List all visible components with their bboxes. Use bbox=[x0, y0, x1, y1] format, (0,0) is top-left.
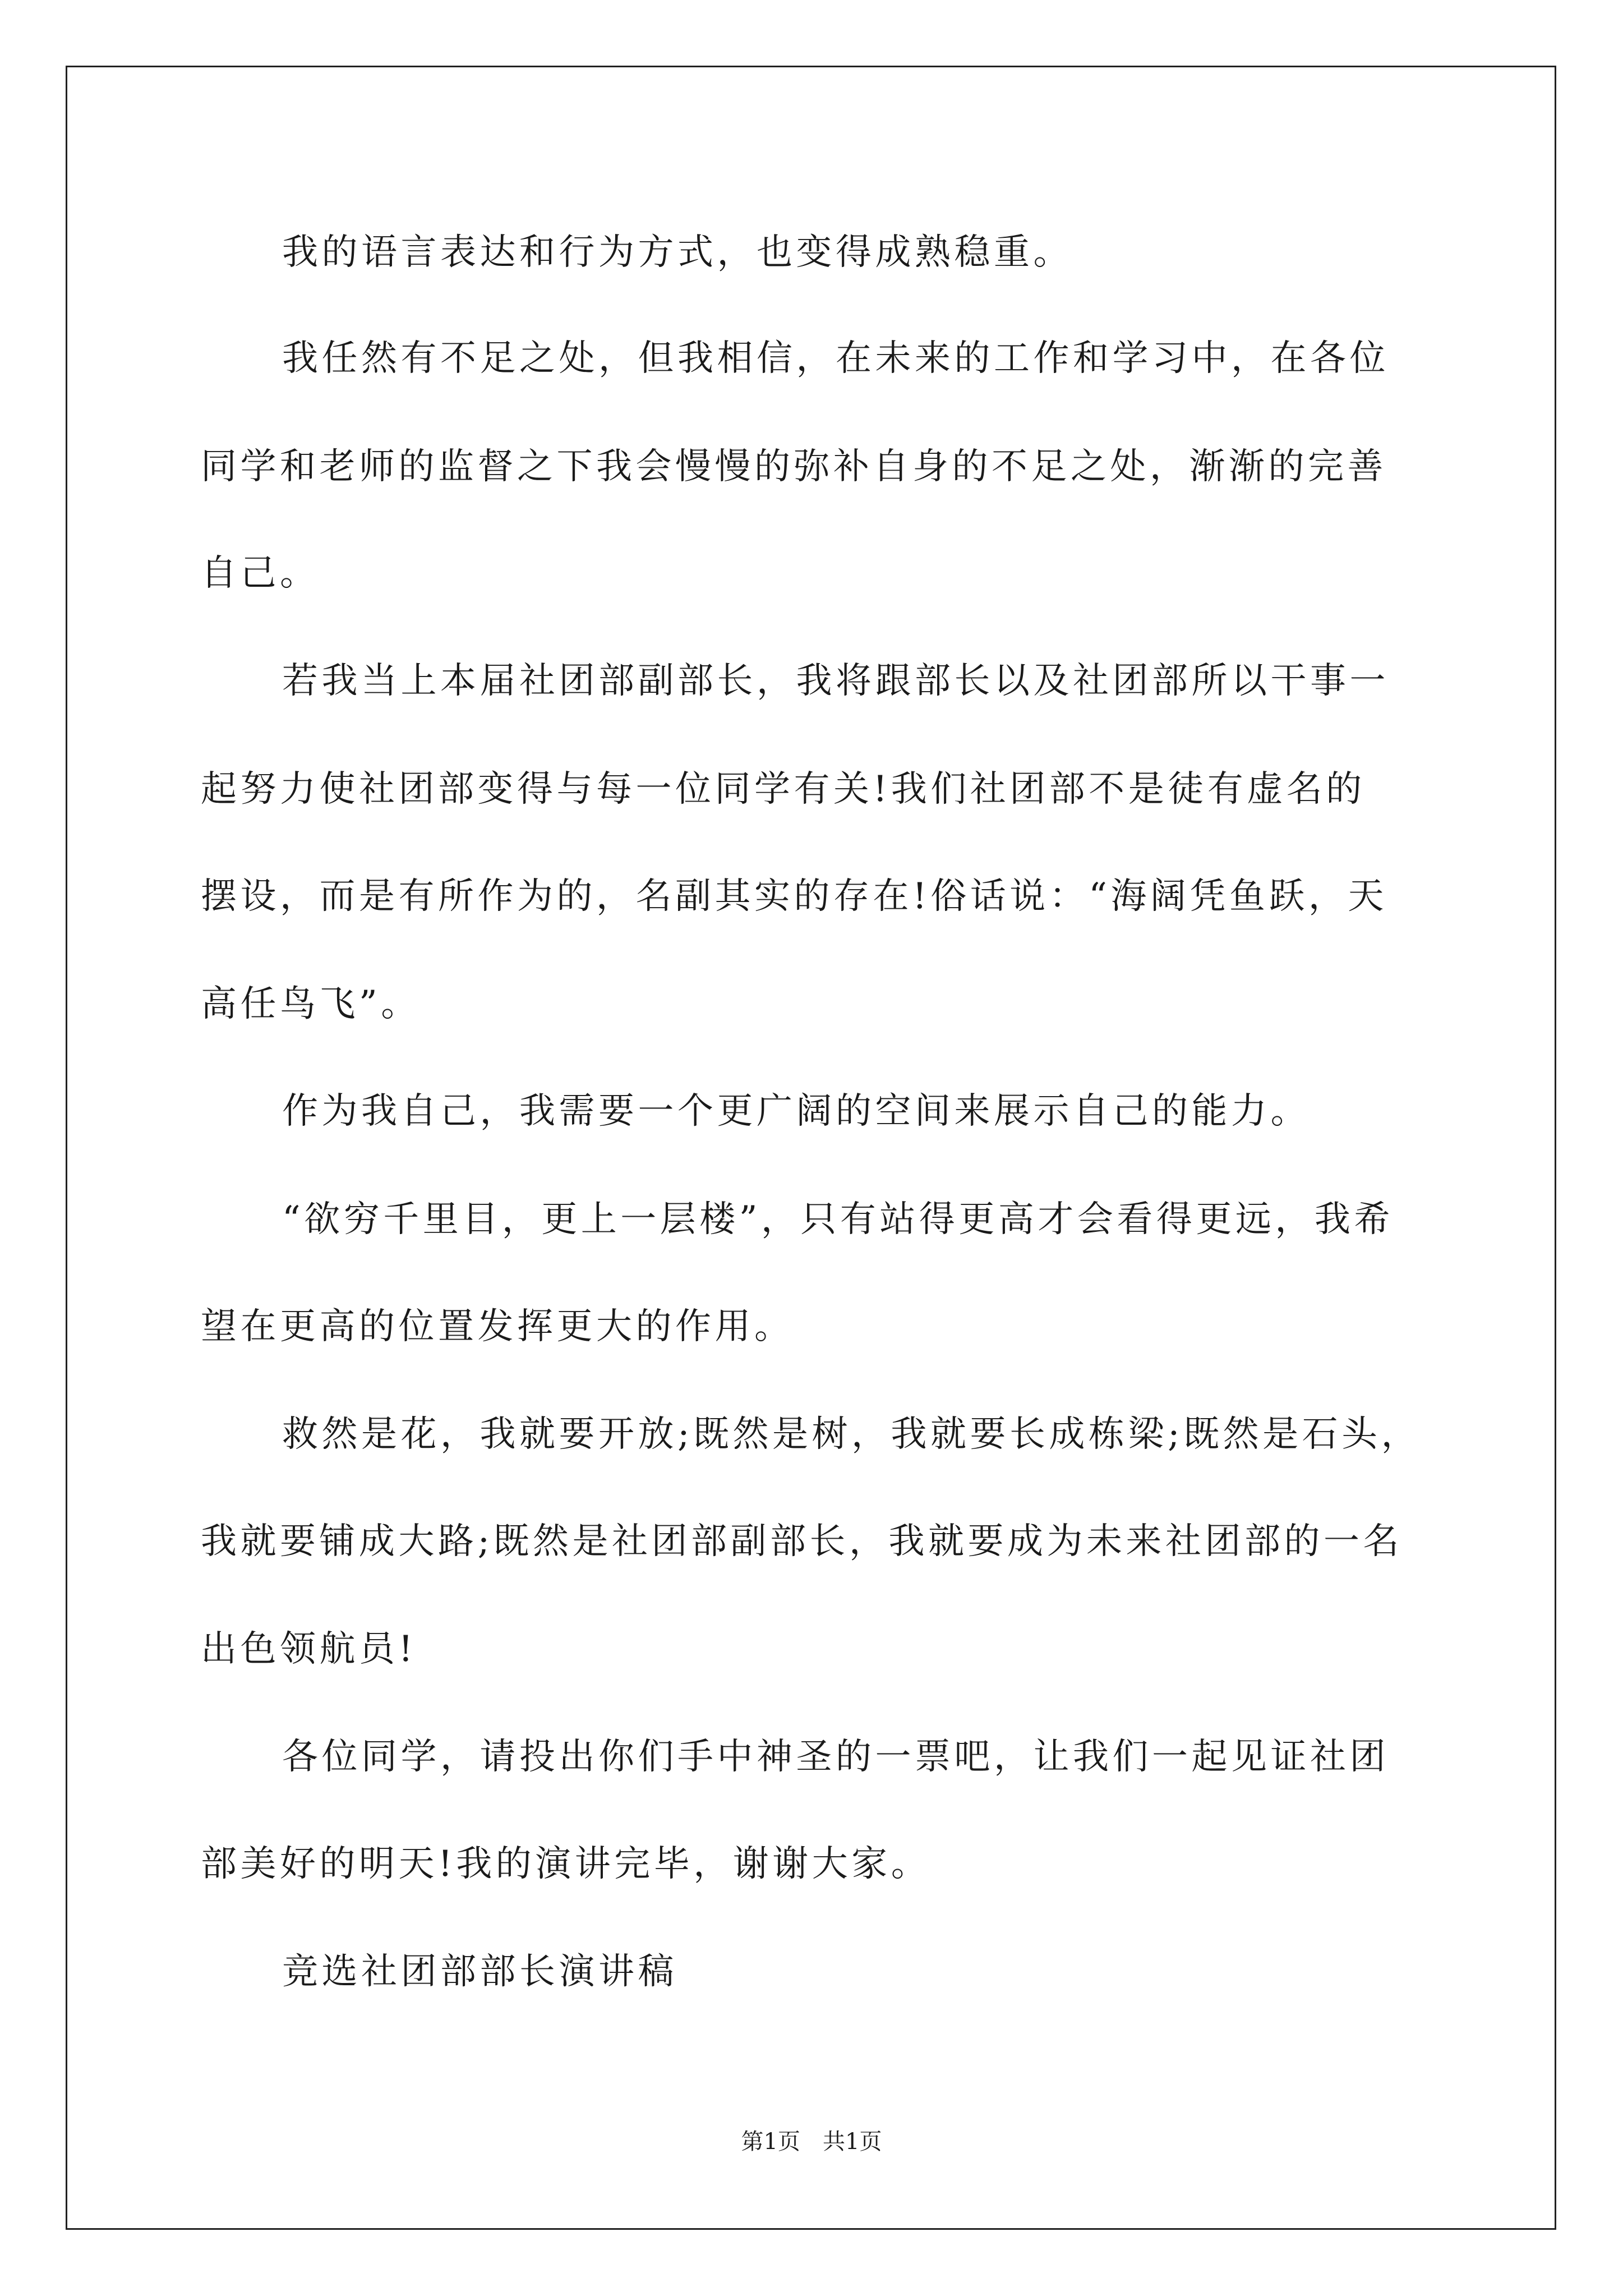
text-line: 救然是花，我就要开放;既然是树，我就要长成栋梁;既然是石头， bbox=[282, 1414, 1421, 1455]
document-title-line: 竞选社团部部长演讲稿 bbox=[282, 1951, 677, 1993]
text-line: 我就要铺成大路;既然是社团部副部长，我就要成为未来社团部的一名 bbox=[201, 1521, 1403, 1562]
text-line: 各位同学，请投出你们手中神圣的一票吧，让我们一起见证社团 bbox=[282, 1736, 1389, 1778]
page-number-footer: 第1页 共1页 bbox=[741, 2129, 882, 2155]
text-line: 作为我自己，我需要一个更广阔的空间来展示自己的能力。 bbox=[282, 1091, 1310, 1132]
text-line: 出色领航员! bbox=[201, 1628, 417, 1670]
text-line: “欲穷千里目，更上一层楼”，只有站得更高才会看得更远，我希 bbox=[282, 1199, 1394, 1240]
text-line: 望在更高的位置发挥更大的作用。 bbox=[201, 1306, 794, 1347]
text-line: 我的语言表达和行为方式，也变得成熟稳重。 bbox=[282, 232, 1073, 273]
text-line: 起努力使社团部变得与每一位同学有关!我们社团部不是徒有虚名的 bbox=[201, 769, 1366, 810]
text-line: 部美好的明天!我的演讲完毕，谢谢大家。 bbox=[201, 1843, 931, 1885]
text-line: 我任然有不足之处，但我相信，在未来的工作和学习中，在各位 bbox=[282, 338, 1389, 379]
page-border bbox=[66, 66, 1556, 2230]
text-line: 自己。 bbox=[201, 553, 320, 594]
text-line: 若我当上本届社团部副部长，我将跟部长以及社团部所以干事一 bbox=[282, 660, 1389, 702]
text-line: 高任鸟飞”。 bbox=[201, 983, 421, 1025]
text-line: 摆设，而是有所作为的，名副其实的存在!俗话说：“海阔凭鱼跃，天 bbox=[201, 876, 1387, 917]
text-line: 同学和老师的监督之下我会慢慢的弥补自身的不足之处，渐渐的完善 bbox=[201, 446, 1387, 487]
